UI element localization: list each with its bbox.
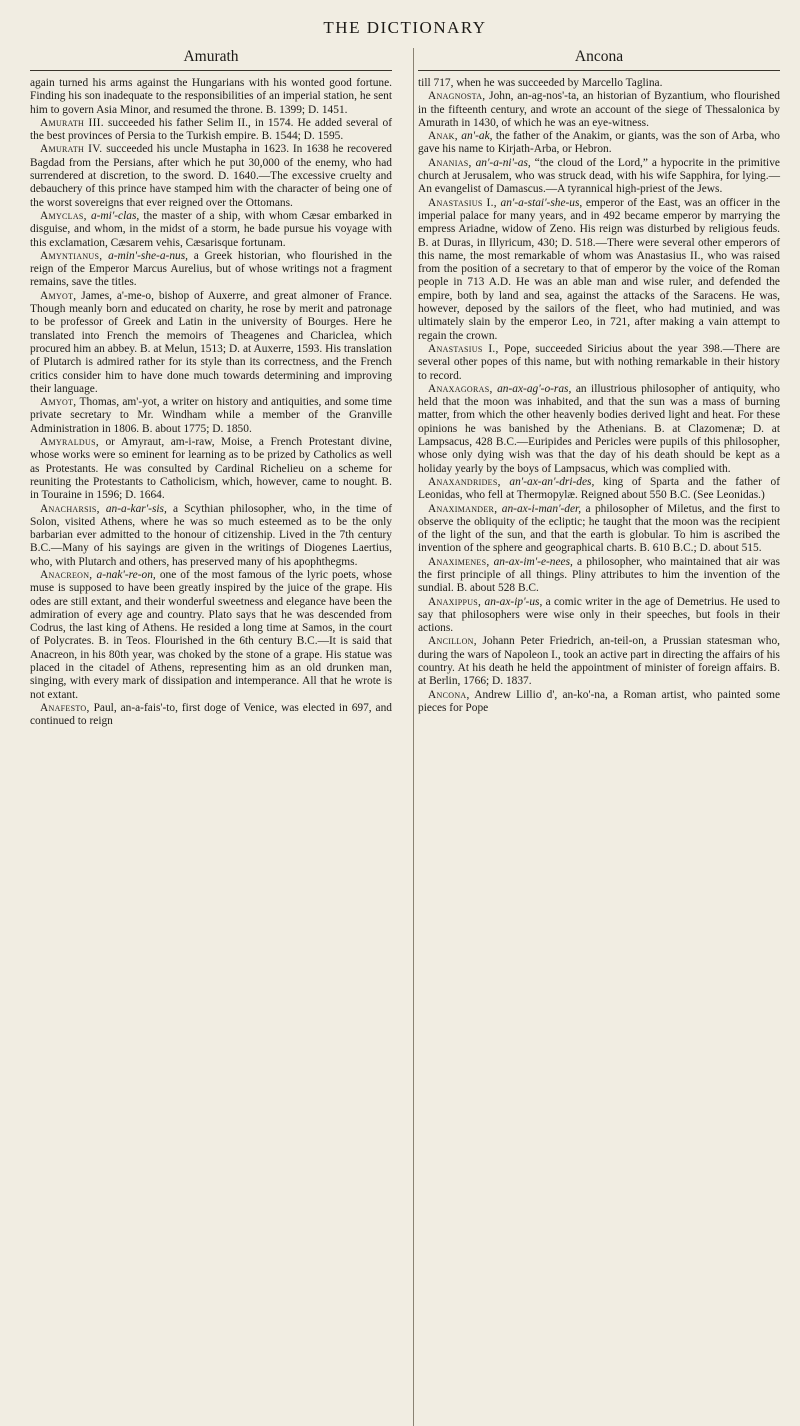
entry-headword: Anastasius I., [428, 342, 499, 355]
entry-text: till 717, when he was succeeded by Marcello Taglina. [418, 77, 663, 89]
dictionary-entry [418, 90, 780, 130]
entry-headword: Anaximander, [428, 502, 498, 515]
dictionary-entry [418, 343, 780, 383]
right-entries [418, 77, 780, 715]
dictionary-entry [30, 503, 392, 569]
entry-text: “the cloud of the Lord,” a hypocrite in the primitive church at Jerusalem, who was struck dead, with his wife Sapphira, for lying.—An evangelist of Damascus.—A tyrannical high-priest of the Jews. [418, 156, 780, 196]
right-column [418, 48, 780, 729]
entry-pronunciation: an-ax-i-man'-der, [501, 502, 582, 515]
dictionary-entry [30, 117, 392, 144]
entry-headword: Anak, [428, 130, 458, 143]
entry-text: a Scythian philosopher, who, in the time of Solon, visited Athens, where he was so much esteemed as to be the only barbarian ever admitted to the honour of citizenship. Lived in the 7th century B.C.—Many of his sayings are given in the writings of Diogenes Laertius, who, with Plutarch and others, has preserved many of his apophthegms. [30, 502, 392, 568]
entry-text: James, a'-me-o, bishop of Auxerre, and great almoner of France. Though meanly born and educated on charity, he rose by merit and patronage to be professor of Greek and Latin in the university of Bourges. Here he translated into French the memoirs of Theagenes and Chariclea, which procured him an abbey. B. at Melun, 1513; D. at Auxerre, 1593. His translation of Plutarch is admired rather for its style than its correctness, and the French critics consider him to have done much towards determining and improving their language. [30, 289, 392, 395]
entry-headword: Amyntianus, [40, 249, 103, 262]
running-title: THE DICTIONARY [323, 18, 487, 37]
dictionary-entry [418, 635, 780, 688]
column-rule [413, 48, 414, 1426]
entry-headword: Anacharsis, [40, 502, 100, 515]
left-column [30, 48, 392, 729]
dictionary-entry [30, 702, 392, 729]
entry-text: Pope, succeeded Siricius about the year 398.—There are several other popes of this name, but with nothing remarkable in their history to record. [418, 342, 780, 382]
dictionary-entry [30, 290, 392, 396]
entry-text: Andrew Lillio d', an-ko'-na, a Roman artist, who painted some pieces for Pope [418, 688, 780, 714]
entry-text: a Greek historian, who flourished in the reign of the Emperor Marcus Aurelius, but of whose writings not a fragment remains, save the titles. [30, 249, 392, 289]
entry-text: king of Sparta and the father of Leonidas, who fell at Thermopylæ. Reigned about 550 B.C. (See Leonidas.) [418, 475, 780, 502]
dictionary-entry [418, 476, 780, 503]
entry-text: emperor of the East, was an officer in the imperial palace for many years, and in 492 became emperor by marrying the empress Ariadne, widow of Zeno. His reign was disturbed by religious feuds. B. at Duras, in Illyricum, 430; D. 518.—There were several other emperors of this name, the most remarkable of whom was Anastasius II., who was raised from the position of a secretary to that of emperor by the voice of the Roman people in 713 A.D. He was an able man and wise ruler, and defended the empire, both by land and sea, against the attacks of the Saracens. He was, however, deposed by the sailors of the fleet, who had mutinied, and was ultimately slain by the emperor Leo, in 721, after making a vain attempt to regain the crown. [418, 196, 780, 342]
dictionary-entry [30, 210, 392, 250]
dictionary-entry [418, 383, 780, 476]
entry-headword: Amyot, [40, 289, 77, 302]
entry-text: a comic writer in the age of Demetrius. He used to say that philosophers were wise only in their speeches, but fools in their actions. [418, 595, 780, 635]
dictionary-entry [30, 250, 392, 290]
columns [30, 48, 780, 729]
left-entries [30, 77, 392, 729]
dictionary-entry [30, 436, 392, 502]
dictionary-entry [418, 556, 780, 596]
entry-text: a philosopher, who maintained that air was the first principle of all things. Pliny attributes to him the invention of the sundial. B. about 528 B.C. [418, 555, 780, 595]
entry-pronunciation: an'-a-ni'-as, [475, 156, 531, 169]
entry-pronunciation: an'-ax-an'-dri-des, [509, 475, 595, 488]
dictionary-entry [418, 197, 780, 343]
dictionary-entry [418, 157, 780, 197]
entry-text: succeeded his father Selim II., in 1574. He added several of the best provinces of Persia to the Turkish empire. B. 1544; D. 1595. [30, 116, 392, 143]
entry-pronunciation: an-ax-im'-e-nees, [493, 555, 573, 568]
entry-pronunciation: a-mi'-clas, [90, 209, 140, 222]
entry-pronunciation: an-a-kar'-sis, [105, 502, 167, 515]
entry-headword: Anafesto, [40, 701, 90, 714]
right-column-heading: Ancona [418, 48, 780, 71]
entry-pronunciation: a-min'-she-a-nus, [108, 249, 189, 262]
entry-text: Paul, an-a-fais'-to, first doge of Venice, was elected in 697, and continued to reign [30, 701, 392, 728]
dictionary-entry [30, 569, 392, 702]
entry-text: the father of the Anakim, or giants, was the son of Arba, who gave his name to Kirjath-Arba, or Hebron. [418, 130, 780, 156]
entry-text: the master of a ship, with whom Cæsar embarked in disguise, and whom, in the midst of a storm, he bade pursue his voyage with this exclamation, Cæsarem vehis, Cæsarisque fortunam. [30, 209, 392, 249]
entry-text: John, an-ag-nos'-ta, an historian of Byzantium, who flourished in the fifteenth century, and wrote an account of the siege of Thessalonica by Amurath in 1430, of which he was an eye-witness. [418, 90, 780, 129]
entry-text: again turned his arms against the Hungarians with his wonted good fortune. Finding his son inadequate to the responsibilities of an imperial station, he sent him to govern Asia Minor, and resumed the throne. B. 1399; D. 1451. [30, 77, 392, 116]
entry-headword: Amyot, [40, 396, 77, 409]
dictionary-entry [418, 596, 780, 636]
dictionary-entry [418, 689, 780, 716]
entry-text: or Amyraut, am-i-raw, Moise, a French Protestant divine, whose works were so eminent for learning as to be prized by Catholics as well as Protestants. He was consulted by Cardinal Richelieu on a scheme for reuniting the Protestants to Catholicism, which, however, came to nought. B. in Touraine in 1596; D. 1664. [30, 436, 392, 502]
entry-text: an illustrious philosopher of antiquity, who held that the moon was inhabited, and that the sun was a mass of burning matter, from which the other heavenly bodies derived light and heat. For these opinions he was banished by the Athenians. B. at Clazomenæ; D. at Lampsacus, 428 B.C.—Euripides and Pericles were pupils of this philosopher, whose only dying wish was that the day of his death should be kept as a holiday yearly by the boys of Lampsacus, which was complied with. [418, 382, 780, 475]
entry-pronunciation: an-ax-ag'-o-ras, [497, 382, 572, 395]
entry-pronunciation: an'-a-stai'-she-us, [500, 196, 583, 209]
entry-headword: Amyraldus, [40, 436, 99, 449]
entry-headword: Anagnosta, [428, 90, 486, 103]
entry-headword: Anastasius I., [428, 196, 497, 209]
dictionary-entry [418, 77, 780, 90]
entry-headword: Ancillon, [428, 635, 477, 648]
entry-text: succeeded his uncle Mustapha in 1623. In 1638 he recovered Bagdad from the Persians, after which he put 30,000 of the enemy, who had surrendered at discretion, to the sword. D. 1640.—The excessive cruelty and debauchery of this prince have stamped him with the character of being one of the worst sovereigns that ever reigned over the Ottomans. [30, 143, 392, 209]
entry-headword: Amyclas, [40, 209, 87, 222]
entry-headword: Ancona, [428, 688, 470, 701]
entry-headword: Anaximenes, [428, 555, 490, 568]
entry-headword: Amurath IV. [40, 143, 103, 156]
dictionary-entry [30, 77, 392, 117]
entry-text: one of the most famous of the lyric poets, whose muse is supposed to have been greatly inspired by the juice of the grape. His odes are still extant, and their wonderful sweetness and elegance have been the admiration of every age and country. Plato says that he was descended from Codrus, the last king of Athens. He resided a long time at Samos, in the court of Polycrates. B. in Teos. Flourished in the 6th century B.C.—It is said that Anacreon, in his 80th year, was choked by the stone of a grape. His statue was placed in the citadel of Athens, representing him as an old drunken man, singing, with every mark of dissipation and intemperance. All that he wrote is not extant. [30, 568, 392, 701]
entry-headword: Anaxippus, [428, 595, 482, 608]
entry-headword: Anaxagoras, [428, 382, 493, 395]
dictionary-entry [418, 130, 780, 157]
entry-headword: Anaxandrides, [428, 475, 501, 488]
entry-headword: Anacreon, [40, 568, 93, 581]
entry-headword: Amurath III. [40, 116, 104, 129]
dictionary-entry [30, 396, 392, 436]
entry-pronunciation: an'-ak, [461, 130, 493, 143]
dictionary-entry [30, 143, 392, 209]
entry-text: Thomas, am'-yot, a writer on history and antiquities, and some time private secretary to Mr. Windham while a member of the Granville Administration in 1806. B. about 1775; D. 1850. [30, 396, 392, 435]
entry-headword: Ananias, [428, 156, 472, 169]
entry-text: Johann Peter Friedrich, an-teil-on, a Prussian statesman who, during the wars of Napoleon I., took an active part in directing the affairs of his country. At his death he held the appointment of minister of foreign affairs. B. at Berlin, 1766; D. 1837. [418, 635, 780, 688]
entry-pronunciation: a-nak'-re-on, [96, 568, 156, 581]
dictionary-entry [418, 503, 780, 556]
entry-text: a philosopher of Miletus, and the first to observe the obliquity of the ecliptic; he taught that the moon was the recipient of the light of the sun, and that the earth is globular. To him is ascribed the invention of the sphere and geographical charts. B. 610 B.C.; D. about 515. [418, 502, 780, 555]
entry-pronunciation: an-ax-ip'-us, [484, 595, 543, 608]
left-column-heading: Amurath [30, 48, 392, 71]
